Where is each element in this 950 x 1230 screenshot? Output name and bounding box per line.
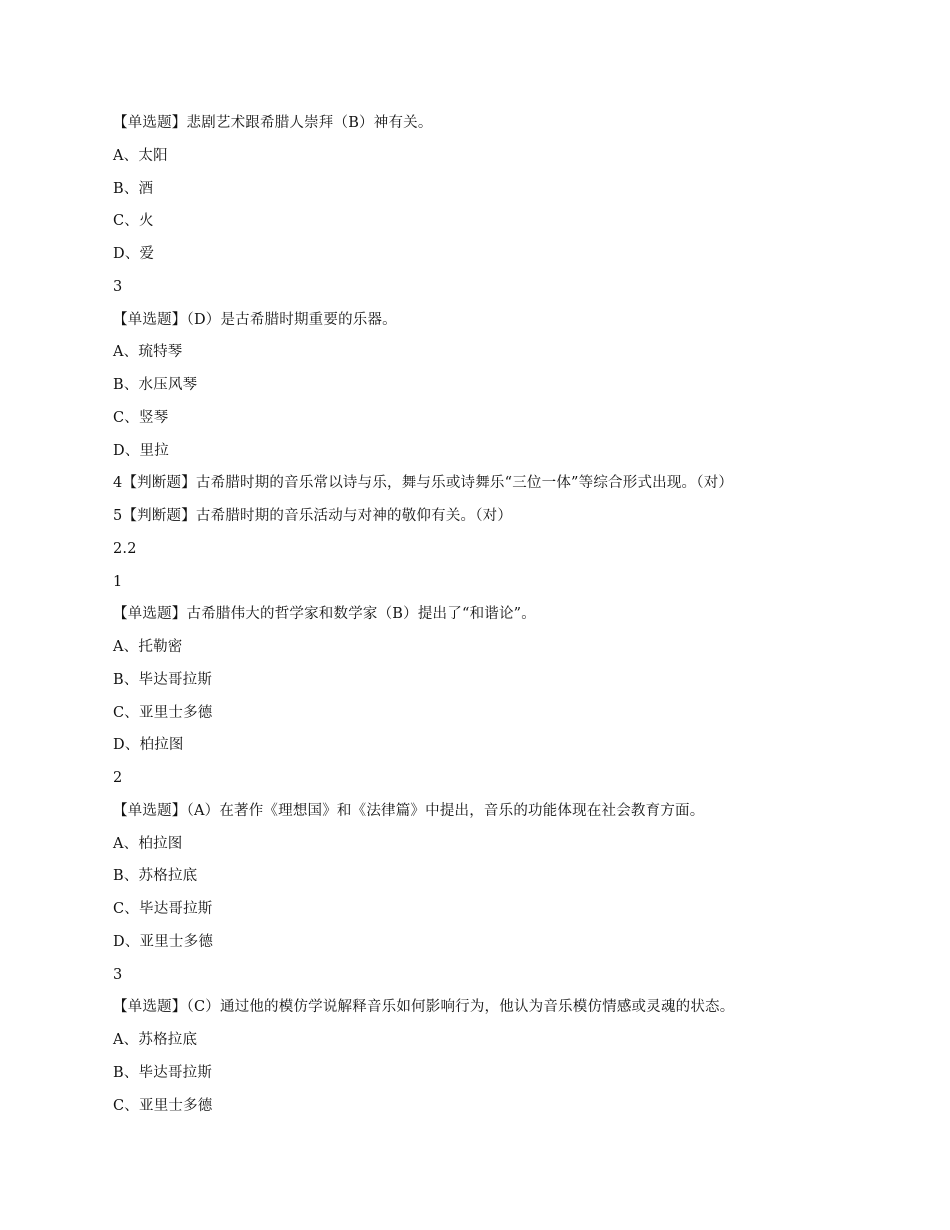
question-number: 3 <box>113 966 123 983</box>
question-number: 1 <box>113 573 123 590</box>
question-text: 【单选题】（C）通过他的模仿学说解释音乐如何影响行为，他认为音乐模仿情感或灵魂的状态。 <box>113 999 735 1016</box>
option-c: C、亚里士多德 <box>113 1097 213 1114</box>
true-false-question: 4【判断题】古希腊时期的音乐常以诗与乐，舞与乐或诗舞乐“三位一体”等综合形式出现。（对） <box>113 475 734 492</box>
option-c: C、火 <box>113 213 154 230</box>
option-b: B、酒 <box>113 180 154 197</box>
option-a: A、托勒密 <box>113 639 183 655</box>
option-d: D、亚里士多德 <box>113 933 214 950</box>
section-number: 2.2 <box>113 540 137 557</box>
option-a: A、琉特琴 <box>113 344 183 361</box>
question-text: 【单选题】悲剧艺术跟希腊人崇拜（B）神有关。 <box>113 115 433 131</box>
question-text: 【单选题】（A）在著作《理想国》和《法律篇》中提出，音乐的功能体现在社会教育方面。 <box>113 802 705 819</box>
option-a: A、太阳 <box>113 147 168 164</box>
option-b: B、毕达哥拉斯 <box>113 1064 213 1081</box>
option-d: D、爱 <box>113 246 155 262</box>
document-body <box>113 111 873 1126</box>
question-number: 2 <box>113 770 123 786</box>
option-d: D、柏拉图 <box>113 737 184 754</box>
question-text: 【单选题】古希腊伟大的哲学家和数学家（B）提出了“和谐论”。 <box>113 606 536 623</box>
option-b: B、水压风琴 <box>113 377 198 393</box>
option-c: C、竖琴 <box>113 409 169 426</box>
option-a: A、柏拉图 <box>113 835 183 852</box>
option-c: C、亚里士多德 <box>113 704 213 721</box>
question-text: 【单选题】（D）是古希腊时期重要的乐器。 <box>113 311 397 328</box>
option-d: D、里拉 <box>113 442 169 459</box>
option-c: C、毕达哥拉斯 <box>113 901 213 917</box>
true-false-question: 5【判断题】古希腊时期的音乐活动与对神的敬仰有关。（对） <box>113 508 513 524</box>
option-b: B、苏格拉底 <box>113 868 198 885</box>
option-b: B、毕达哥拉斯 <box>113 671 213 688</box>
option-a: A、苏格拉底 <box>113 1032 198 1048</box>
question-number: 3 <box>113 278 123 295</box>
